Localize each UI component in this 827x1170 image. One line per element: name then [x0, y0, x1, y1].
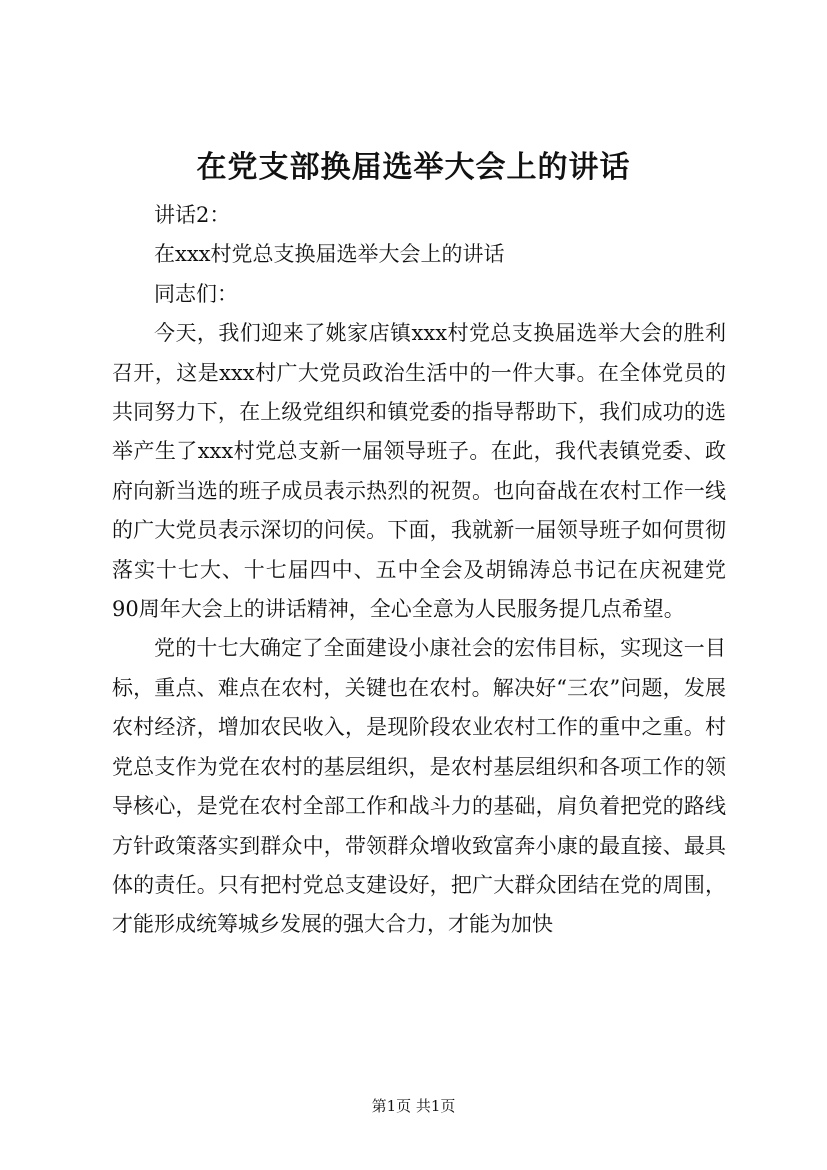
paragraph-subtitle: 在xxx村党总支换届选举大会上的讲话 — [154, 242, 505, 267]
document-body — [112, 196, 726, 945]
paragraph-salutation: 同志们： — [154, 281, 238, 306]
page-footer: 第1页 共1页 — [371, 1097, 456, 1115]
document-title: 在党支部换届选举大会上的讲话 — [196, 150, 631, 185]
paragraph-speech-number: 讲话2： — [154, 203, 231, 227]
paragraph-goals: 党的十七大确定了全面建设小康社会的宏伟目标，实现这一目标，重点、难点在农村，关键也在农村。解决好“三农”问题，发展农村经济，增加农民收入，是现阶段农业农村工作的重中之重。村党总支作为党在农村的基层组织，是农村基层组织和各项工作的领导核心，是党在农村全部工作和战斗力的基础，肩负着把党的路线方针政策落实到群众中，带领群众增收致富奔小康的最直接、最具体的责任。只有把村党总支建设好，把广大群众团结在党的周围，才能形成统筹城乡发展的强大合力，才能为加快 — [112, 636, 726, 937]
paragraph-opening: 今天，我们迎来了姚家店镇xxx村党总支换届选举大会的胜利召开，这是xxx村广大党员政治生活中的一件大事。在全体党员的共同努力下，在上级党组织和镇党委的指导帮助下，我们成功的选举产生了xxx村党总支新一届领导班子。在此，我代表镇党委、政府向新当选的班子成员表示热烈的祝贺。也向奋战在农村工作一线的广大党员表示深切的问侯。下面，我就新一届领导班子如何贯彻落实十七大、十七届四中、五中全会及胡锦涛总书记在庆祝建党90周年大会上的讲话精神，全心全意为人民服务提几点希望。 — [112, 321, 726, 622]
